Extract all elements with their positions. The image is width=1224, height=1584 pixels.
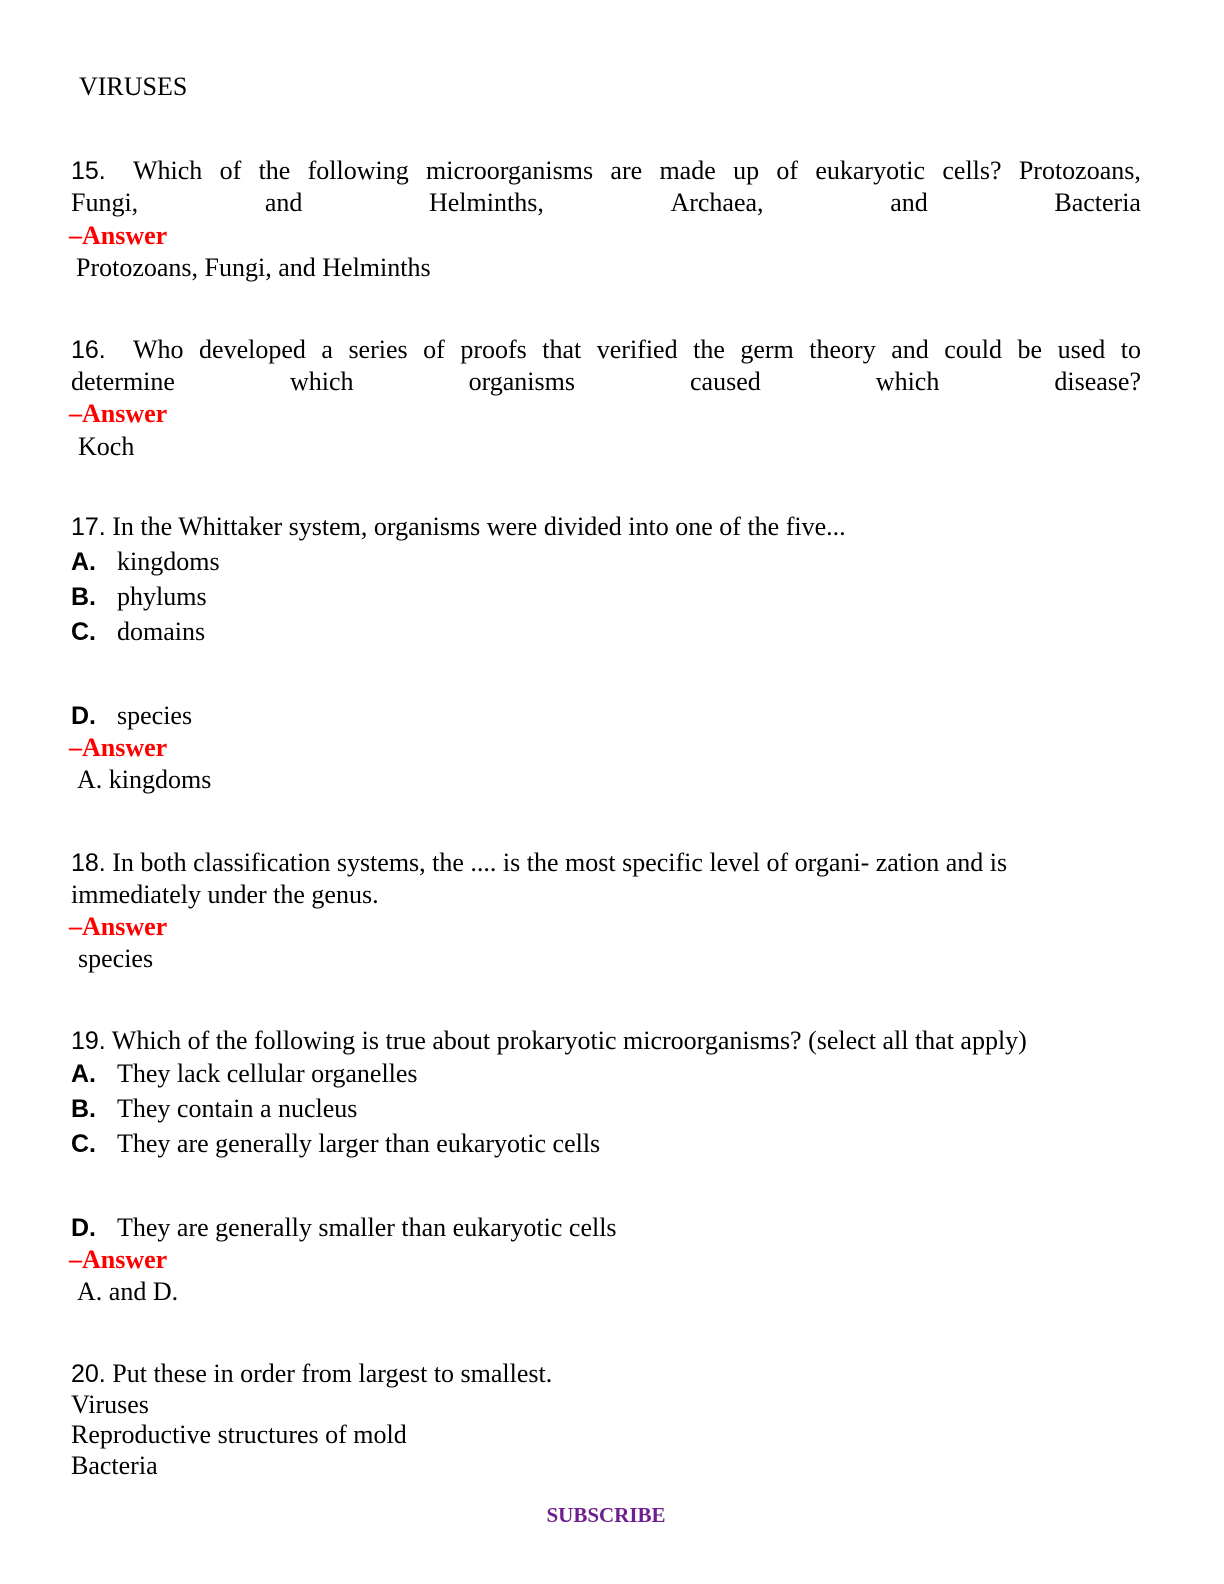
question-17-number: 17. [71, 513, 106, 541]
question-17 [71, 512, 846, 542]
q15-word: Archaea, [670, 188, 764, 217]
option-letter: D. [71, 702, 96, 730]
q15-word: cells? [942, 156, 1002, 185]
option-letter: C. [71, 618, 96, 646]
question-20-text: Put these in order from largest to smallest. [112, 1359, 553, 1388]
option-text: They contain a nucleus [117, 1094, 358, 1123]
q15-word: eukaryotic [815, 156, 926, 185]
option-letter: D. [71, 1214, 96, 1242]
q16-word: be [1017, 335, 1043, 364]
question-16-line-1 [133, 335, 1141, 365]
q15-word: Fungi, [71, 188, 139, 217]
q16-word: caused [690, 367, 761, 396]
question-20-number: 20. [71, 1360, 106, 1388]
option-letter: C. [71, 1130, 96, 1158]
q16-word: which [289, 367, 354, 396]
q16-word: and [891, 335, 929, 364]
option-text: They lack cellular organelles [117, 1059, 418, 1088]
option-letter: A. [71, 1060, 96, 1088]
q15-word: and [264, 188, 303, 217]
q16-word: Who [133, 335, 184, 364]
answer-label: –Answer [69, 912, 168, 941]
option-letter: A. [71, 548, 96, 576]
option-letter: B. [71, 583, 96, 611]
q16-word: germ [740, 335, 794, 364]
q16-word: disease? [1054, 367, 1141, 396]
question-17-answer: A. kingdoms [77, 765, 212, 794]
q16-word: used [1057, 335, 1106, 364]
q16-word: developed [199, 335, 306, 364]
question-17-text: In the Whittaker system, organisms were divided into one of the five... [112, 512, 846, 541]
question-17-option-a [71, 547, 220, 577]
question-15-answer: Protozoans, Fungi, and Helminths [76, 253, 431, 282]
answer-label: –Answer [69, 399, 168, 428]
question-20 [71, 1359, 552, 1389]
option-text: species [117, 701, 193, 730]
subscribe-link[interactable]: SUBSCRIBE [546, 1503, 666, 1527]
question-17-option-c [71, 617, 205, 647]
question-15-line-1 [133, 156, 1141, 186]
q15-word: up [733, 156, 760, 185]
option-text: They are generally smaller than eukaryotic cells [117, 1213, 617, 1242]
question-20-item: Viruses [71, 1390, 149, 1419]
question-19 [71, 1026, 1027, 1056]
q16-word: organisms [468, 367, 575, 396]
question-19-option-b [71, 1094, 357, 1124]
q15-word: the [258, 156, 291, 185]
question-17-option-d [71, 701, 192, 731]
q15-word: made [659, 156, 716, 185]
q16-word: series [348, 335, 408, 364]
q15-word: are [610, 156, 643, 185]
question-19-option-d [71, 1213, 617, 1243]
option-letter: B. [71, 1095, 96, 1123]
question-19-number: 19. [71, 1027, 106, 1055]
q15-word: Helminths, [428, 188, 544, 217]
option-text: phylums [117, 582, 207, 611]
question-15-number-line [71, 156, 106, 186]
q15-word: Bacteria [1054, 188, 1141, 217]
q15-word: of [776, 156, 799, 185]
question-16-number-line [71, 335, 106, 365]
question-16-line-2 [71, 367, 1141, 397]
question-15-number: 15. [71, 157, 106, 185]
q15-word: microorganisms [426, 156, 594, 185]
q16-word: verified [596, 335, 678, 364]
q15-word: following [307, 156, 409, 185]
answer-label: –Answer [69, 1245, 168, 1274]
question-18-answer: species [78, 944, 154, 973]
question-19-text: Which of the following is true about prokaryotic microorganisms? (select all that apply) [111, 1026, 1027, 1055]
question-16-number: 16. [71, 336, 106, 364]
question-19-option-a [71, 1059, 418, 1089]
question-18-number: 18. [71, 849, 106, 877]
q16-word: determine [71, 367, 175, 396]
question-18-line-1 [71, 848, 1007, 878]
q16-word: proofs [460, 335, 527, 364]
option-text: They are generally larger than eukaryotic cells [117, 1129, 601, 1158]
q16-word: which [875, 367, 940, 396]
q16-word: the [693, 335, 725, 364]
option-text: kingdoms [117, 547, 220, 576]
q15-word: Which [133, 156, 203, 185]
answer-label: –Answer [69, 221, 168, 250]
question-18-text: In both classification systems, the .... is the most specific level of organi- zation and is [112, 848, 1008, 877]
q16-word: a [321, 335, 333, 364]
question-20-item: Reproductive structures of mold [71, 1420, 407, 1449]
question-15-line-2 [71, 188, 1141, 218]
q16-word: of [423, 335, 445, 364]
answer-label: –Answer [69, 733, 168, 762]
q16-word: could [944, 335, 1003, 364]
q16-word: that [542, 335, 582, 364]
q15-word: of [219, 156, 242, 185]
question-20-item: Bacteria [71, 1451, 158, 1480]
question-16-answer: Koch [78, 432, 135, 461]
q16-word: to [1120, 335, 1141, 364]
q16-word: theory [809, 335, 876, 364]
question-17-option-b [71, 582, 207, 612]
question-19-option-c [71, 1129, 600, 1159]
question-18-line-2: immediately under the genus. [71, 880, 379, 909]
option-text: domains [117, 617, 206, 646]
page-heading: VIRUSES [79, 72, 188, 101]
q15-word: Protozoans, [1018, 156, 1141, 185]
question-19-answer: A. and D. [77, 1277, 179, 1306]
q15-word: and [890, 188, 928, 217]
